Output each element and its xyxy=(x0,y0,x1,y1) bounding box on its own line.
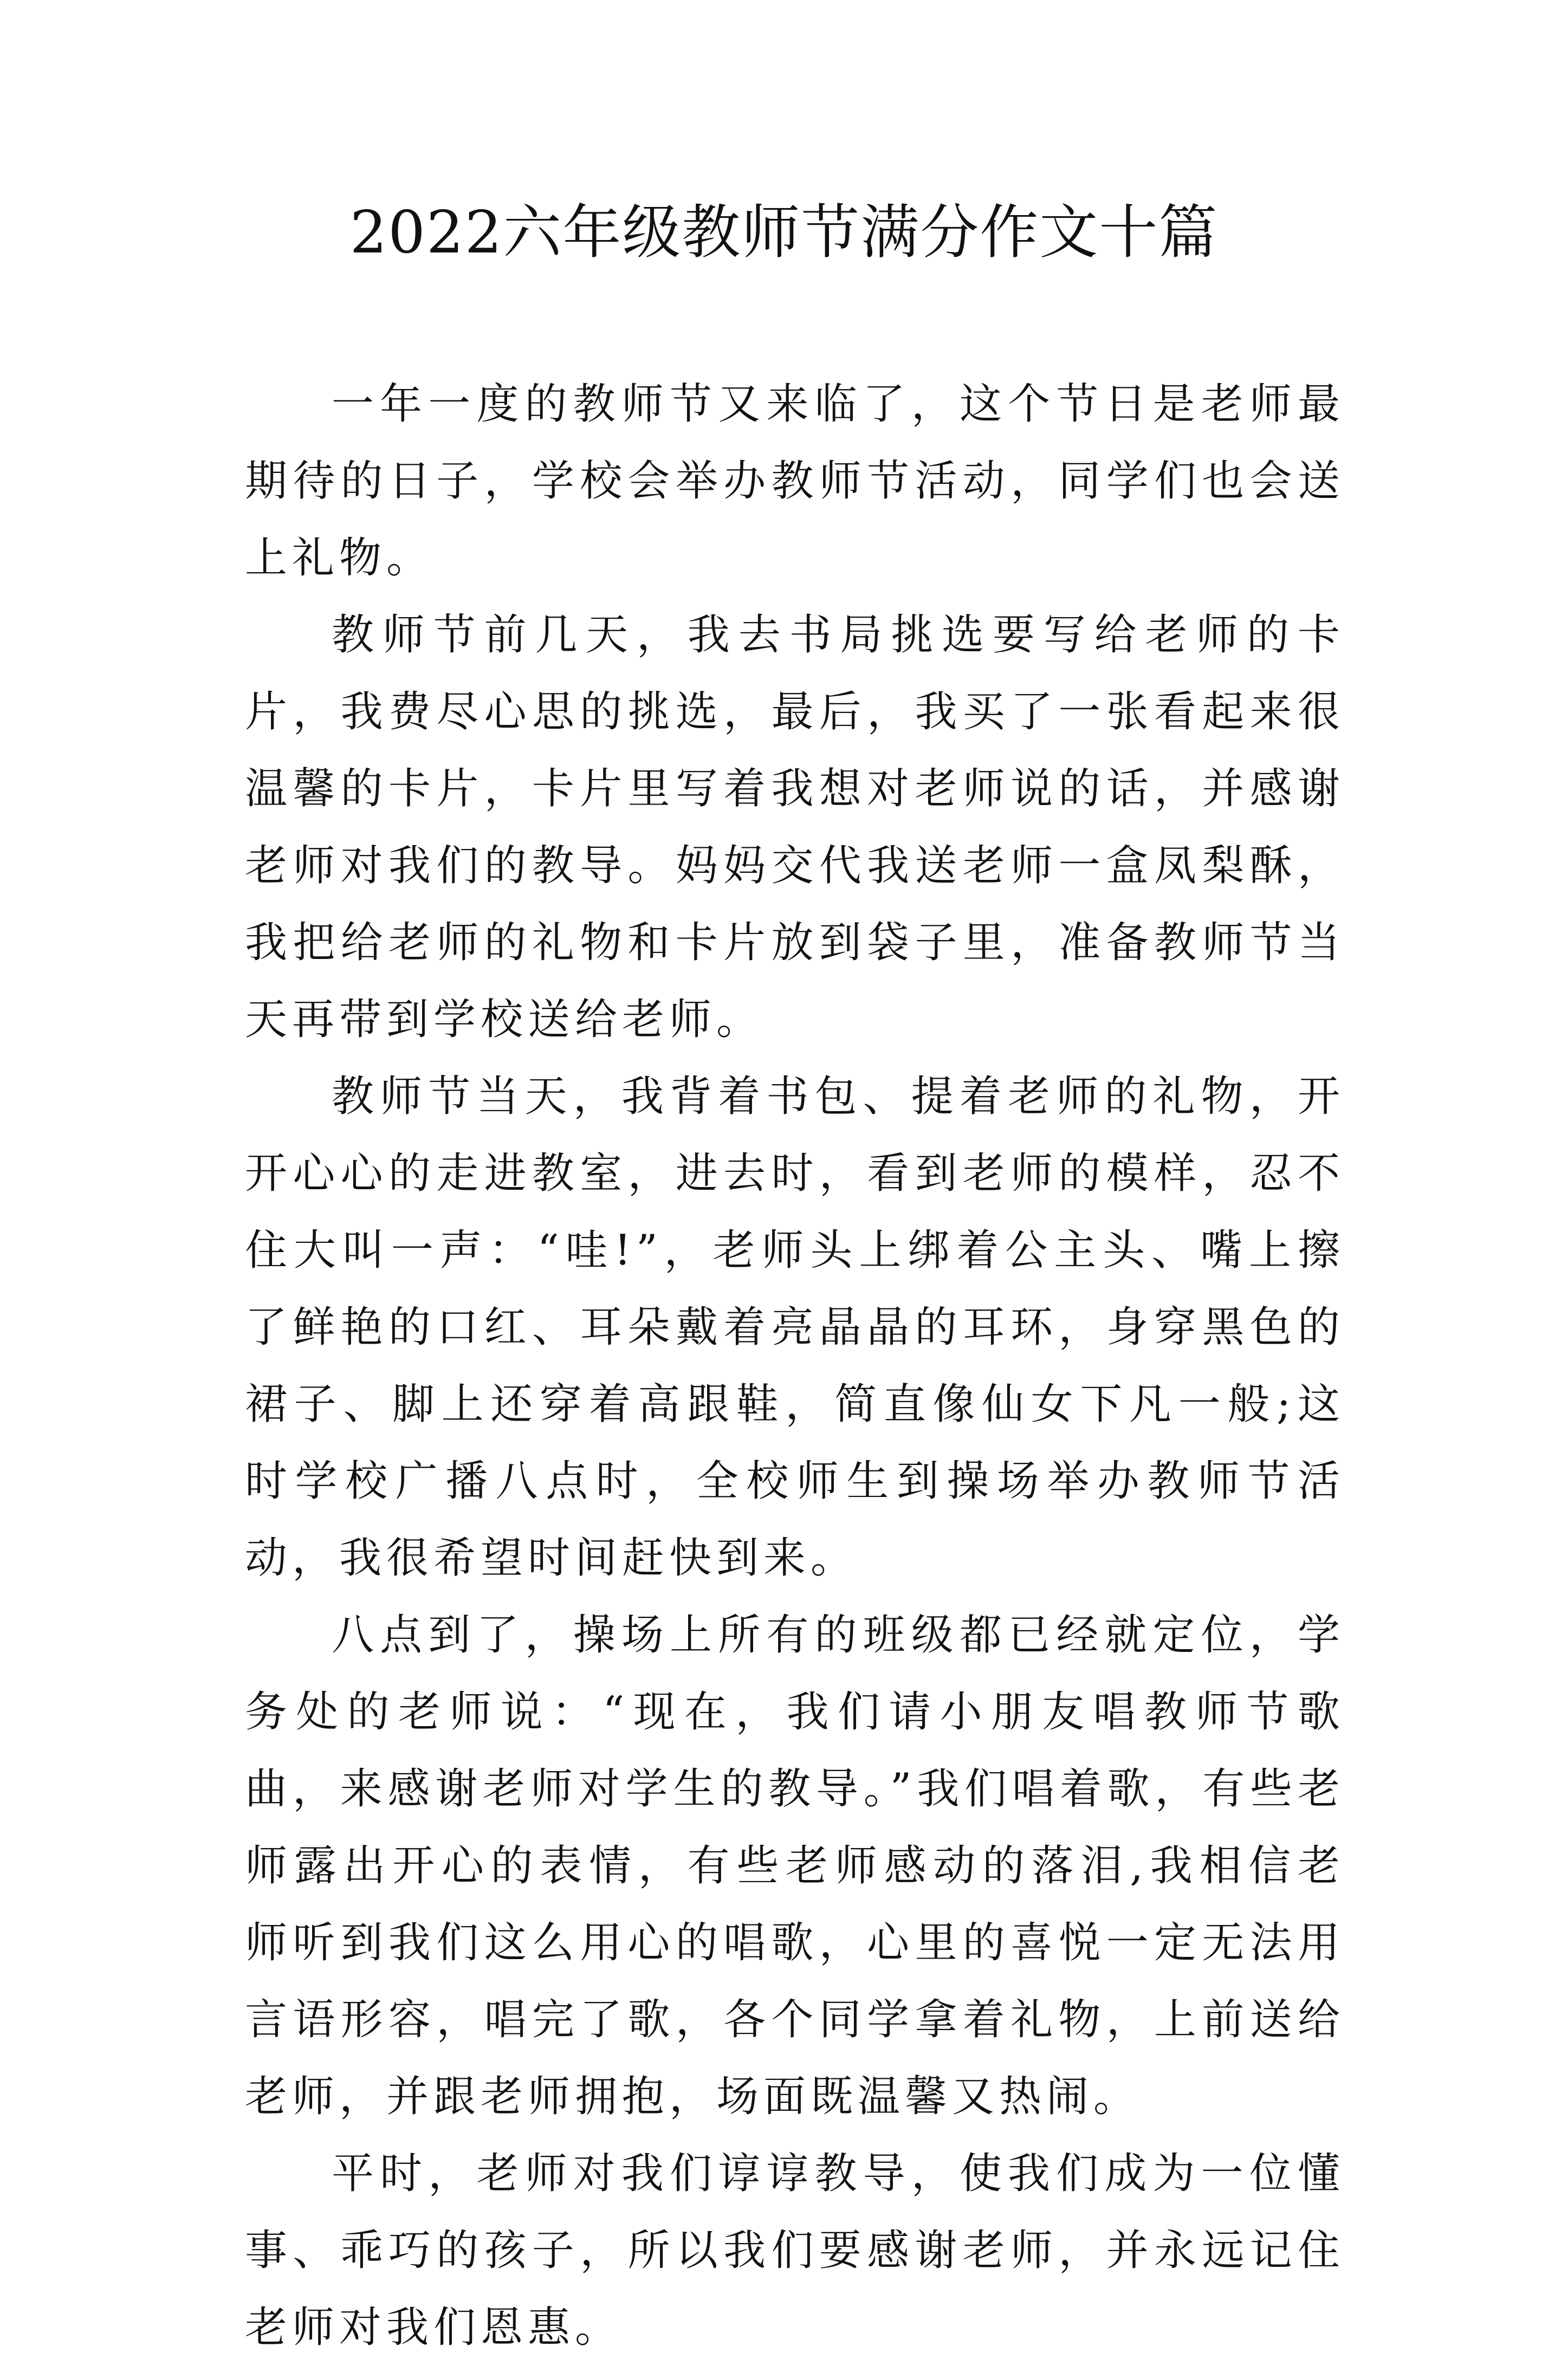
document-title: 2022六年级教师节满分作文十篇 xyxy=(349,199,1219,267)
paragraph-3: 教师节当天，我背着书包、提着老师的礼物，开开心心的走进教室，进去时，看到老师的模样，忍不住大叫一声：“哇!”，老师头上绑着公主头、嘴上擦了鲜艳的口红、耳朵戴着亮晶晶的耳环，身穿黑色的裙子、脚上还穿着高跟鞋，简直像仙女下凡一般;这时学校广播八点时，全校师生到操场举办教师节活动，我很希望时间赶快到来。 xyxy=(245,1072,1345,1583)
paragraph-1: 一年一度的教师节又来临了，这个节日是老师最期待的日子，学校会举办教师节活动，同学们也会送上礼物。 xyxy=(245,380,1345,582)
paragraph-5: 平时，老师对我们谆谆教导，使我们成为一位懂事、乖巧的孩子，所以我们要感谢老师，并永远记住老师对我们恩惠。 xyxy=(245,2149,1345,2352)
document-body xyxy=(245,366,1345,2366)
paragraph-2: 教师节前几天，我去书局挑选要写给老师的卡片，我费尽心思的挑选，最后，我买了一张看起来很温馨的卡片，卡片里写着我想对老师说的话，并感谢老师对我们的教导。妈妈交代我送老师一盒凤梨酥，我把给老师的礼物和卡片放到袋子里，准备教师节当天再带到学校送给老师。 xyxy=(245,611,1345,1044)
paragraph-4: 八点到了，操场上所有的班级都已经就定位，学务处的老师说：“现在，我们请小朋友唱教师节歌曲，来感谢老师对学生的教导。”我们唱着歌，有些老师露出开心的表情，有些老师感动的落泪,我相信老师听到我们这么用心的唱歌，心里的喜悦一定无法用言语形容，唱完了歌，各个同学拿着礼物，上前送给老师，并跟老师拥抱，场面既温馨又热闹。 xyxy=(245,1611,1345,2121)
